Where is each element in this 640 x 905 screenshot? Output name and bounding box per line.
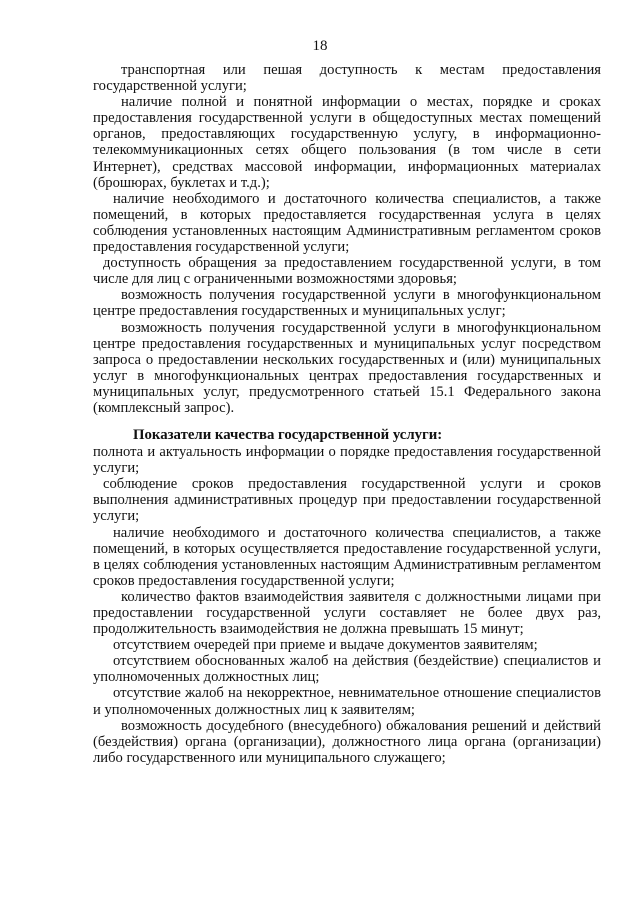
paragraph: наличие необходимого и достаточного количества специалистов, а также помещений, в которых предоставляется государственная услуга в целях соблюдения установленных настоящим Административным регламентом сроков предоставления государственной услуги; bbox=[93, 190, 601, 256]
paragraph: возможность получения государственной услуги в многофункциональном центре предоставления государственных и муниципальных услуг; bbox=[93, 287, 601, 320]
paragraph: полнота и актуальность информации о порядке предоставления государственной услуги; bbox=[93, 444, 601, 477]
paragraph: отсутствием обоснованных жалоб на действия (бездействие) специалистов и уполномоченных должностных лиц; bbox=[93, 653, 601, 686]
paragraph: соблюдение сроков предоставления государственной услуги и сроков выполнения административных процедур при предоставлении государственной услуги; bbox=[93, 476, 601, 525]
document-body bbox=[93, 62, 601, 766]
paragraph: транспортная или пешая доступность к местам предоставления государственной услуги; bbox=[93, 62, 601, 95]
paragraph: отсутствие жалоб на некорректное, невнимательное отношение специалистов и уполномоченных должностных лиц к заявителям; bbox=[93, 685, 601, 718]
paragraph: наличие полной и понятной информации о местах, порядке и сроках предоставления государственной услуги в общедоступных местах помещений органов, предоставляющих государственную услугу, в информационно-телекоммуникационных сетях общего пользования (в том числе в сети Интернет), средствах массовой информации, информационных материалах (брошюрах, буклетах и т.д.); bbox=[93, 94, 601, 191]
paragraph: доступность обращения за предоставлением государственной услуги, в том числе для лиц с ограниченными возможностями здоровья; bbox=[93, 255, 601, 288]
paragraph: возможность получения государственной услуги в многофункциональном центре предоставления государственных и муниципальных услуг посредством запроса о предоставлении нескольких государственных и (или) муниципальных услуг в многофункциональных центрах предоставления государственных и муниципальных услуг, предусмотренного статьей 15.1 Федерального закона (комплексный запрос). bbox=[93, 319, 601, 416]
paragraph: возможность досудебного (внесудебного) обжалования решений и действий (бездействия) органа (организации), должностного лица органа (организации) либо государственного или муниципального служащего; bbox=[93, 717, 601, 766]
section-heading: Показатели качества государственной услуги: bbox=[133, 427, 443, 444]
page-number: 18 bbox=[312, 38, 328, 54]
paragraph: количество фактов взаимодействия заявителя с должностными лицами при предоставлении государственной услуги составляет не более двух раз, продолжительность взаимодействия не должна превышать 15 минут; bbox=[93, 588, 601, 638]
paragraph: отсутствием очередей при приеме и выдаче документов заявителям; bbox=[113, 637, 538, 654]
paragraph: наличие необходимого и достаточного количества специалистов, а также помещений, в которых осуществляется предоставление государственной услуги, в целях соблюдения установленных настоящим Административным регламентом сроков предоставления государственной услуги; bbox=[93, 524, 601, 589]
